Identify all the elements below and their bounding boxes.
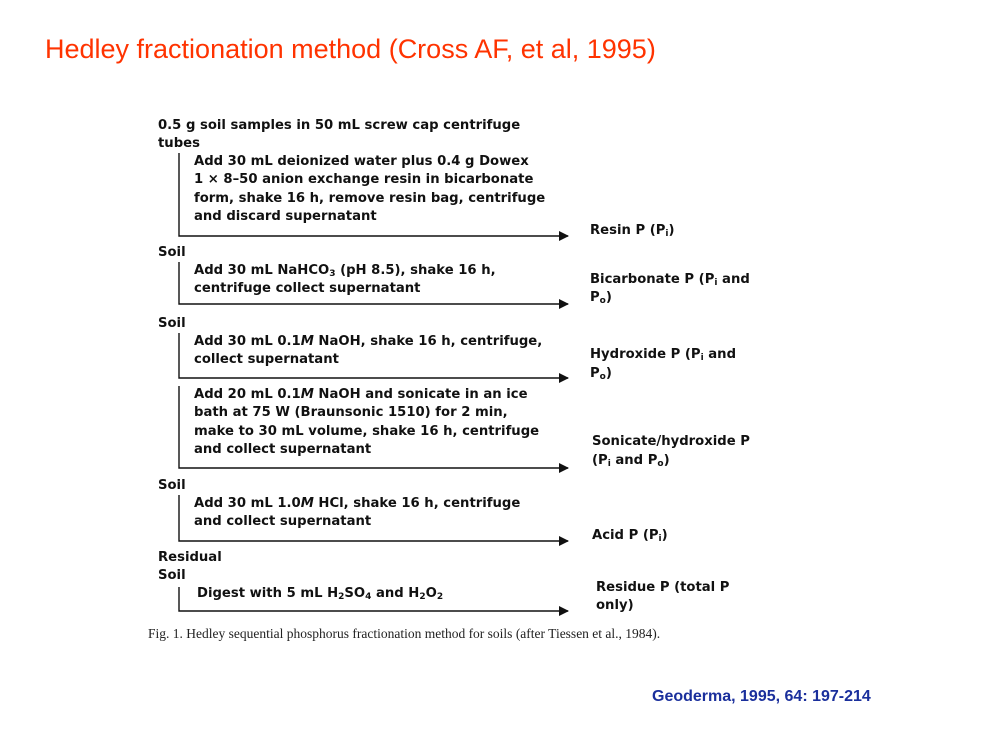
step6-line-1: Digest with 5 mL $H_2SO_4$ and $H_2O_2$	[197, 586, 444, 602]
soil-label-3: Soil	[158, 478, 186, 493]
slide-title: Hedley fractionation method (Cross AF, et al, 1995)	[45, 34, 656, 64]
step3-line-2: collect supernatant	[194, 352, 339, 367]
citation: Geoderma, 1995, 64: 197-214	[652, 688, 871, 705]
result-residue-p-1: Residue P (total P	[596, 580, 730, 595]
result-residue-p-2: only)	[596, 598, 634, 613]
step1-line-1: Add 30 mL deionized water plus 0.4 g Dowex	[194, 154, 529, 169]
result-sonicate-p-1: Sonicate/hydroxide P	[592, 434, 750, 449]
step4-line-3: make to 30 mL volume, shake 16 h, centrifuge	[194, 424, 540, 439]
result-hydroxide-p-2: $P_o$)	[590, 366, 612, 382]
soil-label-4: Soil	[158, 568, 186, 583]
result-resin-p: Resin P $(P_i)$	[590, 223, 675, 239]
step4-line-1: Add 20 mL 0.1M NaOH and sonicate in an ice	[194, 387, 528, 402]
step4-line-4: and collect supernatant	[194, 442, 372, 457]
result-bicarbonate-p-2: $P_o$)	[590, 290, 612, 306]
residual-label: Residual	[158, 550, 222, 565]
figure-caption: Fig. 1. Hedley sequential phosphorus fractionation method for soils (after Tiessen et al., 1984).	[148, 626, 661, 641]
step5-line-2: and collect supernatant	[194, 514, 372, 529]
start-line-2: tubes	[158, 136, 200, 151]
start-line-1: 0.5 g soil samples in 50 mL screw cap centrifuge	[158, 118, 521, 133]
step1-line-4: and discard supernatant	[194, 209, 377, 224]
result-hydroxide-p-1: Hydroxide P ($P_i$ and	[590, 347, 737, 363]
soil-label-2: Soil	[158, 316, 186, 331]
step4-line-2: bath at 75 W (Braunsonic 1510) for 2 min,	[194, 405, 508, 420]
result-acid-p: Acid P $(P_i)$	[592, 528, 668, 544]
step3-line-1: Add 30 mL 0.1M NaOH, shake 16 h, centrifuge,	[194, 334, 543, 349]
result-sonicate-p-2: ($P_i$ and $P_o$)	[592, 453, 670, 469]
step1-line-2: 1 × 8–50 anion exchange resin in bicarbonate	[194, 172, 534, 187]
soil-label-1: Soil	[158, 245, 186, 260]
step2-line-2: centrifuge collect supernatant	[194, 281, 421, 296]
step2-line-1: Add 30 mL NaHCO$_3$ (pH 8.5), shake 16 h,	[194, 263, 496, 279]
step5-line-1: Add 30 mL 1.0M HCl, shake 16 h, centrifuge	[194, 496, 521, 511]
result-bicarbonate-p-1: Bicarbonate P ($P_i$ and	[590, 272, 750, 288]
step1-line-3: form, shake 16 h, remove resin bag, centrifuge	[194, 191, 546, 206]
